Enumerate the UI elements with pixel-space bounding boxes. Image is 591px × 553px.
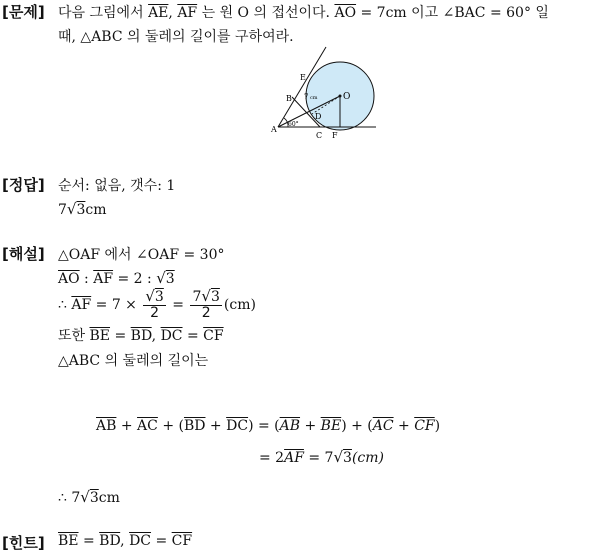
final-prefix: ∴ 7	[58, 490, 81, 506]
eq1-cf-italic: $\overline{CF}$	[414, 418, 435, 434]
length-ao-label: 7	[304, 93, 309, 101]
hint-cf: $\overline{CF}$	[171, 533, 193, 549]
point-f-label: F	[332, 131, 338, 140]
answer-radicand: 3	[76, 202, 86, 218]
hint-eq-1: =	[78, 533, 100, 549]
ratio-colon: :	[79, 271, 94, 287]
eq1-plus-1: +	[116, 418, 138, 434]
segment-af: $\overline{AF}$	[177, 5, 198, 21]
eq1-plus-5: +	[300, 418, 321, 434]
eq2-mid: = 7	[303, 450, 334, 466]
point-a-label: A	[271, 125, 277, 134]
solution-final: ∴ 7√3cm	[58, 488, 120, 506]
hint-line	[58, 533, 192, 549]
eq1-ab: $\overline{AB}$	[96, 418, 117, 434]
times-seven: = 7 ×	[91, 296, 142, 313]
comma: ,	[168, 5, 173, 21]
frac2-den: 2	[201, 305, 211, 322]
frac1-den: 2	[150, 305, 160, 322]
hint-dc: $\overline{DC}$	[129, 533, 152, 549]
sol-seg-af: $\overline{AF}$	[93, 271, 114, 287]
problem-text-a: 다음 그림에서	[58, 5, 144, 21]
ratio-rhs: = 2 :	[113, 271, 157, 287]
problem-line-1	[58, 2, 549, 22]
eq2-radicand: 3	[343, 450, 352, 466]
final-radicand: 3	[89, 490, 99, 506]
eq-sign-1: =	[110, 328, 131, 344]
perimeter-equation-2: = $2\overline{AF} = 7√3(cm)$	[259, 448, 384, 466]
sol3-seg-af: $\overline{AF}$	[71, 296, 92, 313]
fraction-2: $\frac{7√3}{2}$	[192, 287, 220, 322]
ratio-radicand: 3	[165, 271, 175, 287]
eq2-unit: (cm)	[351, 450, 384, 466]
solution-line-1: △OAF 에서 ∠OAF = 30°	[58, 247, 225, 263]
perimeter-equation-1	[96, 418, 440, 434]
geometry-figure	[270, 44, 382, 140]
eq-sign-2: =	[182, 328, 204, 344]
equals-sign: =	[167, 296, 189, 313]
eq1-op-2: + (	[157, 418, 184, 434]
problem-text-b: 는 원 O 의 접선이다.	[201, 5, 330, 21]
point-e-label: E	[300, 73, 306, 82]
eq1-bd: $\overline{BD}$	[183, 418, 206, 434]
problem-text-c: = 7cm 이고 ∠BAC = 60° 일	[360, 5, 549, 21]
hint-eq-2: =	[151, 533, 172, 549]
eq2-af: $\overline{AF}$	[284, 450, 304, 466]
solution-label: [해설]	[2, 245, 45, 263]
unit-cm: (cm)	[223, 296, 256, 313]
point-d-label: D	[315, 112, 322, 121]
sol4-seg-dc: $\overline{DC}$	[160, 328, 183, 344]
segment-ae: $\overline{AE}$	[148, 5, 169, 21]
answer-unit: cm	[85, 202, 107, 218]
eq1-ab-italic: $\overline{AB}$	[279, 418, 301, 434]
final-unit: cm	[98, 490, 120, 506]
problem-line-2: 때, △ABC 의 둘레의 길이를 구하여라.	[58, 29, 294, 45]
angle-label: 60°	[288, 121, 299, 128]
eq2-prefix: = 2	[259, 450, 285, 466]
point-o-label: O	[343, 92, 351, 102]
hint-label: [힌트]	[2, 534, 45, 552]
hint-sep: ,	[120, 533, 130, 549]
solution-line-3	[58, 288, 256, 322]
fraction-1: $\frac{√3}{2}$	[145, 287, 164, 322]
frac2-radicand: 3	[210, 289, 220, 305]
sol4-seg-be: $\overline{BE}$	[89, 328, 111, 344]
eq1-be-italic: $\overline{BE}$	[320, 418, 342, 434]
answer-coef: 7	[58, 202, 67, 218]
point-b-label: B	[286, 94, 292, 103]
point-c-label: C	[316, 131, 323, 140]
eq1-op-6: ) + (	[341, 418, 373, 434]
therefore-sign: ∴	[58, 296, 72, 313]
sol4-seg-bd: $\overline{BD}$	[130, 328, 152, 344]
eq1-plus-3: +	[205, 418, 227, 434]
eq1-plus-7: +	[393, 418, 415, 434]
frac2-coef: 7	[192, 289, 202, 305]
frac1-radicand: 3	[154, 289, 164, 305]
sol4-seg-cf: $\overline{CF}$	[203, 328, 224, 344]
eq1-op-4: ) = (	[248, 418, 280, 434]
hint-be: $\overline{BE}$	[58, 533, 79, 549]
eq1-ac-italic: $\overline{AC}$	[372, 418, 394, 434]
answer-line-1: 순서: 없음, 갯수: 1	[58, 178, 176, 194]
sol-seg-ao: $\overline{AO}$	[58, 271, 80, 287]
also-text: 또한	[58, 328, 90, 344]
solution-line-5: △ABC 의 둘레의 길이는	[58, 353, 209, 369]
eq1-ac: $\overline{AC}$	[137, 418, 158, 434]
length-unit-label: cm	[310, 95, 318, 101]
answer-label: [정답]	[2, 176, 45, 194]
point-o-dot	[339, 95, 342, 98]
eq1-dc: $\overline{DC}$	[226, 418, 249, 434]
solution-line-2: $\overline{AO}$ : $\overline{AF} = 2$ : √3	[58, 269, 175, 287]
problem-label: [문제]	[2, 3, 45, 21]
solution-line-4	[58, 325, 224, 345]
eq1-close: )	[434, 418, 441, 434]
segment-ao: $\overline{AO}$	[334, 5, 357, 21]
separator: ,	[151, 328, 161, 344]
hint-bd: $\overline{BD}$	[99, 533, 121, 549]
answer-value: 7√3cm	[58, 200, 107, 218]
